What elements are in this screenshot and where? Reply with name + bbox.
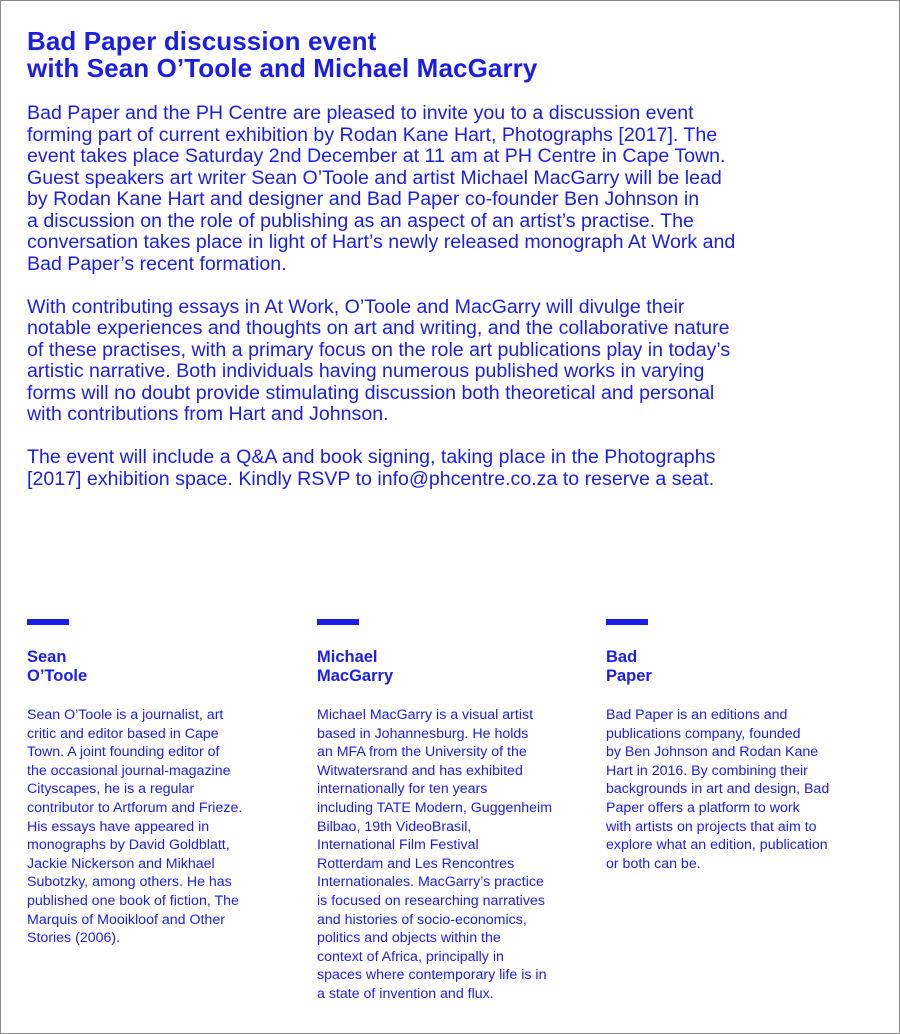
column-accent-rule <box>27 619 69 625</box>
headline-line-2: with Sean O’Toole and Michael MacGarry <box>27 53 538 83</box>
column-bio: Bad Paper is an editions and publications company, founded by Ben Johnson and Rodan Kane Hart in 2016. By combining their backgrounds in art and design, Bad Paper offers a platform to work with artists on projects that aim to explore what an edition, publication or both can be. <box>606 707 830 872</box>
column-accent-rule <box>317 619 359 625</box>
event-description <box>27 103 887 512</box>
intro-paragraph: Bad Paper and the PH Centre are pleased to invite you to a discussion event forming part of current exhibition by Rodan Kane Hart, Photographs [2017]. The event takes place Saturday 2nd December at 11 am at PH Centre in Cape Town. Guest speakers art writer Sean O’Toole and artist Michael MacGarry will be lead by Rodan Kane Hart and designer and Bad Paper co-founder Ben Johnson in a discussion on the role of publishing as an aspect of an artist’s practise. The conversation takes place in light of Hart’s newly released monograph At Work and Bad Paper’s recent formation. <box>27 102 736 275</box>
bio-column-sean-otoole <box>27 619 307 948</box>
column-title-line-2: Paper <box>606 667 652 685</box>
bio-column-michael-macgarry <box>317 619 597 1004</box>
bio-column-bad-paper <box>606 619 886 873</box>
headline-line-1: Bad Paper discussion event <box>27 26 377 56</box>
column-title <box>27 648 307 686</box>
essays-paragraph: With contributing essays in At Work, O’Toole and MacGarry will divulge their notable experiences and thoughts on art and writing, and the collaborative nature of these practises, with a primary focus on the role art publications play in today’s artistic narrative. Both individuals having numerous published works in varying forms will no doubt provide stimulating discussion both theoretical and personal with contributions from Hart and Johnson. <box>27 295 731 425</box>
column-accent-rule <box>606 619 648 625</box>
column-title <box>606 648 886 686</box>
column-bio: Sean O’Toole is a journalist, art critic and editor based in Cape Town. A joint founding editor of the occasional journal-magazine Cityscapes, he is a regular contributor to Artforum and Frieze. His essays have appeared in monographs by David Goldblatt, Jackie Nickerson and Mikhael Subotzky, among others. He has published one book of fiction, The Marquis of Mooikloof and Other Stories (2006). <box>27 707 243 947</box>
rsvp-paragraph: The event will include a Q&A and book signing, taking place in the Photographs [2017] exhibition space. Kindly RSVP to info@phcentre.co.za to reserve a seat. <box>27 446 716 490</box>
column-title-line-1: Michael <box>317 648 378 666</box>
column-title-line-1: Bad <box>606 648 638 666</box>
column-title-line-2: O’Toole <box>27 667 88 685</box>
column-title-line-2: MacGarry <box>317 667 394 685</box>
column-title <box>317 648 597 686</box>
column-title-line-1: Sean <box>27 648 67 666</box>
event-headline <box>27 28 867 82</box>
column-bio: Michael MacGarry is a visual artist based in Johannesburg. He holds an MFA from the University of the Witwatersrand and has exhibited internationally for ten years including TATE Modern, Guggenheim Bilbao, 19th VideoBrasil, International Film Festival Rotterdam and Les Rencontres Internationales. MacGarry’s practice is focused on researching narratives and histories of socio-economics, politics and objects within the context of Africa, principally in spaces where contemporary life is in a state of invention and flux. <box>317 707 553 1002</box>
